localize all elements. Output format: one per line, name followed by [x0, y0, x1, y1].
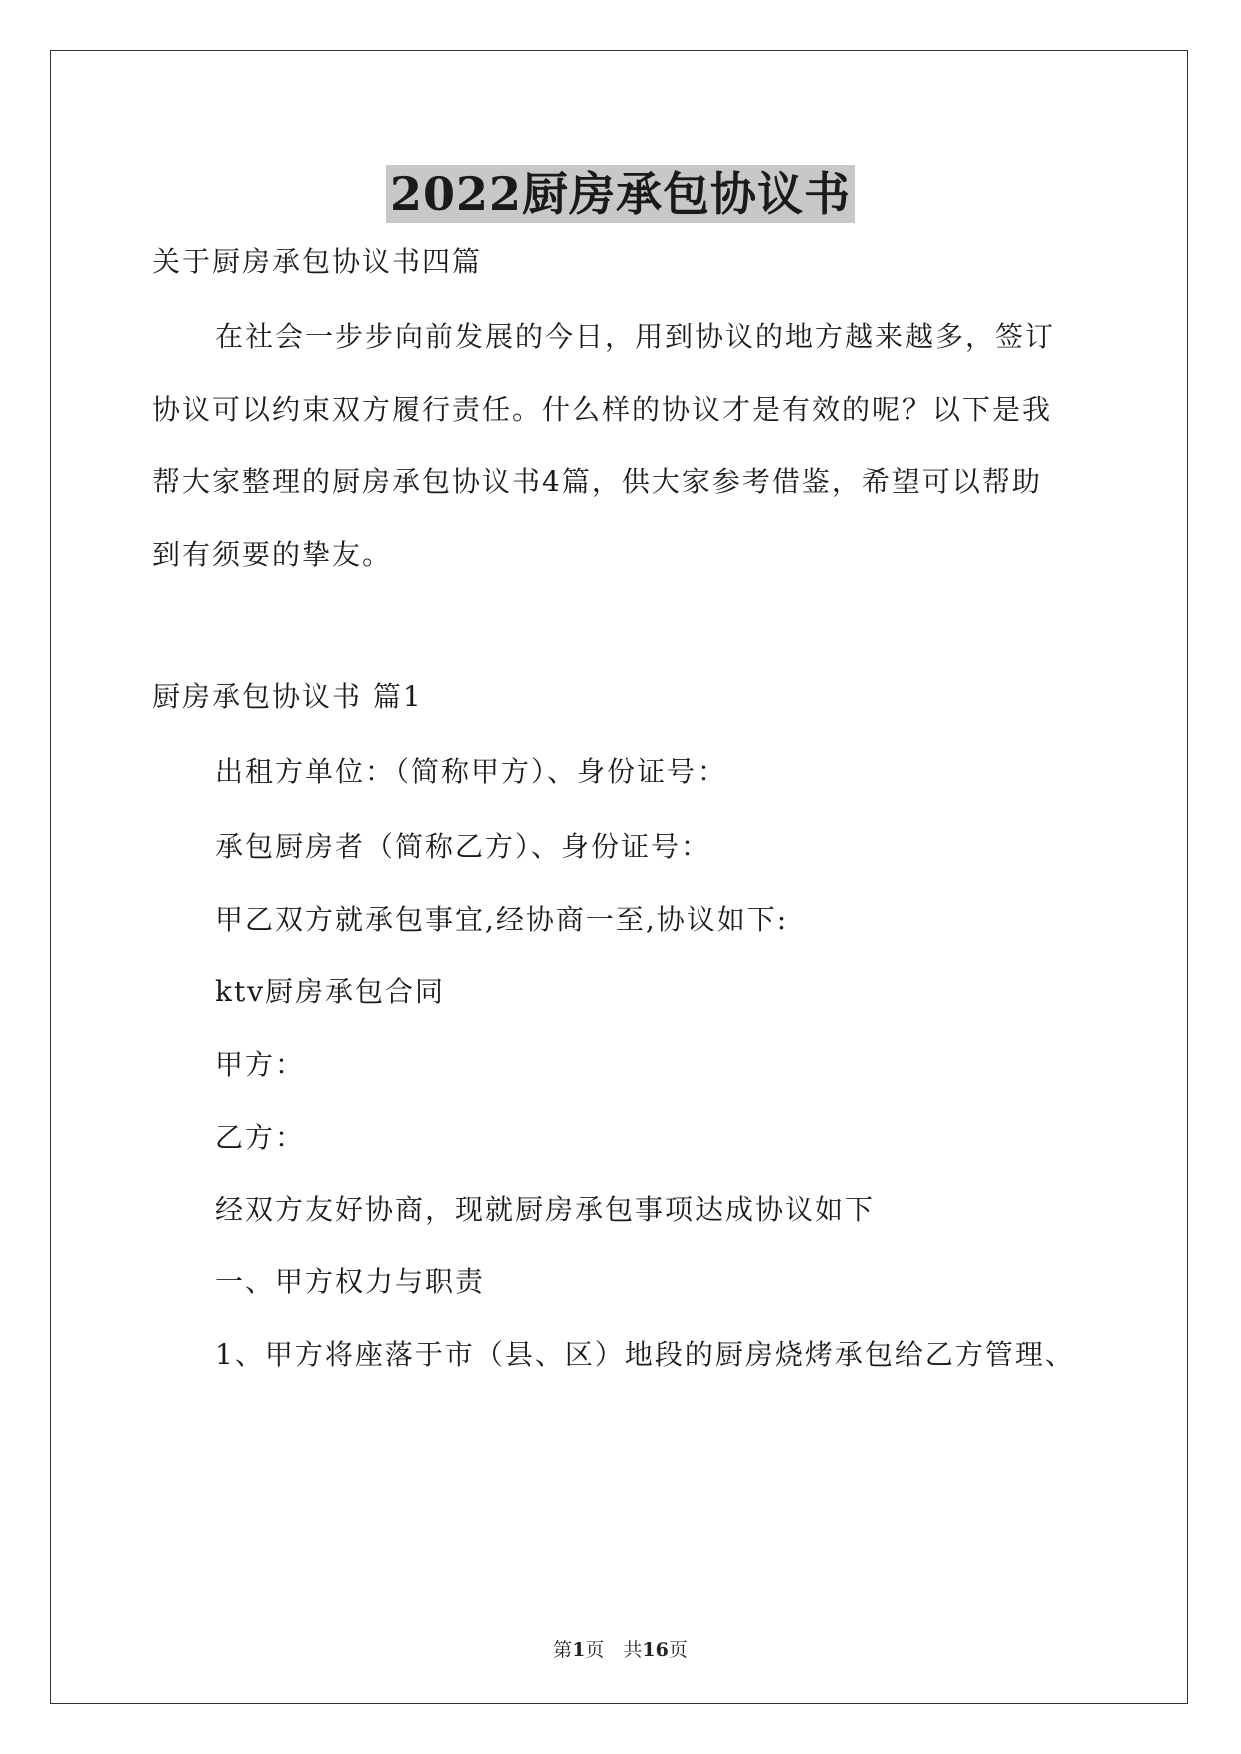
body-line: 甲乙双方就承包事宜,经协商一至,协议如下:: [215, 903, 789, 936]
page-footer: [0, 1635, 1241, 1662]
body-line: 经双方友好协商，现就厨房承包事项达成协议如下: [215, 1193, 876, 1226]
intro-line: 在社会一步步向前发展的今日，用到协议的地方越来越多，签订: [215, 320, 1056, 353]
intro-line: 帮大家整理的厨房承包协议书4篇，供大家参考借鉴，希望可以帮助: [152, 465, 1042, 498]
body-line: 承包厨房者（简称乙方）、身份证号：: [215, 830, 712, 863]
footer-mid: 页 共: [585, 1639, 643, 1661]
intro-line: 到有须要的挚友。: [152, 538, 393, 571]
footer-suffix: 页: [668, 1639, 688, 1661]
footer-total-pages: 16: [642, 1639, 669, 1661]
intro-line: 协议可以约束双方履行责任。什么样的协议才是有效的呢？以下是我: [152, 393, 1053, 426]
body-line: 一、甲方权力与职责: [215, 1265, 486, 1298]
body-line: 1、甲方将座落于市（县、区）地段的厨房烧烤承包给乙方管理、: [215, 1338, 1075, 1371]
body-line: 甲方：: [215, 1048, 306, 1081]
document-title: 2022厨房承包协议书: [386, 165, 855, 223]
page-border: [50, 50, 1188, 1704]
document-subtitle: 关于厨房承包协议书四篇: [152, 245, 483, 278]
body-line: 乙方：: [215, 1121, 306, 1154]
footer-prefix: 第: [553, 1639, 573, 1661]
document-title-block: [0, 158, 1241, 224]
footer-page-number: 1: [572, 1639, 586, 1661]
body-line: ktv厨房承包合同: [215, 975, 446, 1008]
section-heading: 厨房承包协议书 篇1: [152, 680, 423, 713]
body-line: 出租方单位：（简称甲方）、身份证号：: [215, 755, 728, 788]
